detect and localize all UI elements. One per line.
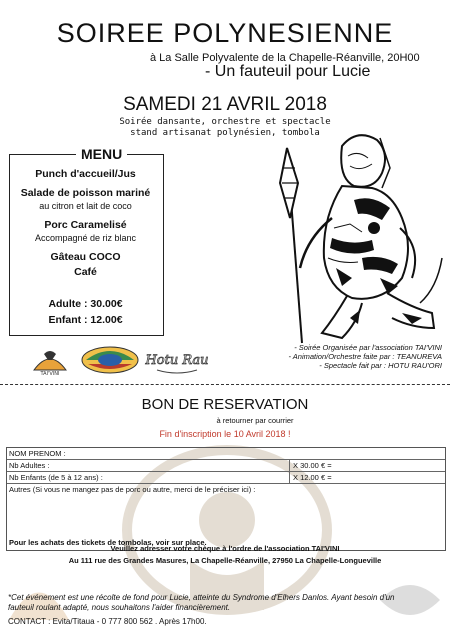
payment-instruction: Veuillez adresser votre chèque à l'ordre de l'association TAI'VINI [110, 544, 340, 553]
form-calc-children: X 12.00 € = [289, 472, 332, 483]
menu-item: Porc Caramelisé [44, 219, 127, 231]
credits [250, 343, 442, 370]
event-date: SAMEDI 21 AVRIL 2018 [123, 94, 327, 115]
form-row-adults[interactable] [7, 460, 445, 472]
price-adult: Adulte : 30.00€ [48, 298, 123, 310]
tagline-extras: stand artisanat polynésien, tombola [130, 128, 320, 138]
menu-title: MENU [76, 146, 127, 162]
taivini-logo-text: TAI'VINI [40, 371, 60, 377]
form-row-name[interactable] [7, 448, 445, 460]
form-label-children: Nb Enfants (de 5 à 12 ans) : [9, 473, 103, 482]
price-list [9, 296, 162, 328]
price-child: Enfant : 12.00€ [48, 314, 123, 326]
event-subtitle: - Un fauteuil pour Lucie [205, 63, 371, 80]
form-row-children[interactable] [7, 472, 445, 484]
form-label-adults: Nb Adultes : [9, 461, 50, 470]
menu-list [9, 168, 162, 279]
menu-item-note: Accompagné de riz blanc [34, 233, 137, 243]
hotu-rau-logo [145, 344, 209, 376]
credit-line: - Animation/Orchestre faite par : TEANUREVA [288, 352, 442, 361]
venue-line: à La Salle Polyvalente de la Chapelle-Réanville, 20H00 [150, 52, 420, 64]
tagline-program: Soirée dansante, orchestre et spectacle [119, 117, 331, 127]
menu-item-note: au citron et lait de coco [39, 201, 132, 211]
form-label-name: NOM PRENOM : [9, 449, 66, 458]
reservation-deadline: Fin d'inscription le 10 Avril 2018 ! [159, 429, 291, 439]
tombola-note: Pour les achats des tickets de tombolas, voir sur place. [9, 538, 207, 547]
mailing-address: Au 111 rue des Grandes Masures, La Chapelle-Réanville, 27950 La Chapelle-Longueville [68, 556, 382, 565]
hotu-rau-logo-text: Hotu Rau [145, 353, 209, 368]
credit-line: - Soirée Organisée par l'association TAI'VINI [294, 343, 442, 352]
credit-line: - Spectacle fait par : HOTU RAU'ORI [319, 361, 442, 370]
teanureva-logo [80, 344, 140, 376]
fundraising-note: *Cet événement est une récolte de fond pour Lucie, atteinte du Syndrome d'Elhers Danlos. Ayant besoin d'un fauteuil roulant adapté, nous souhaitons l'aider financièrement. [8, 593, 395, 612]
cut-line [0, 384, 450, 385]
form-label-other: Autres (Si vous ne mangez pas de porc ou autre, merci de le préciser ici) : [9, 485, 256, 494]
reservation-title: BON DE RESERVATION [141, 396, 309, 413]
menu-item: Gâteau COCO [50, 251, 121, 263]
contact-line: CONTACT : Evita/Titaua - 0 777 800 562 . Après 17h00. [8, 617, 207, 626]
sponsor-logos [30, 344, 209, 376]
polynesian-warrior-illustration [262, 128, 447, 346]
menu-item: Salade de poisson mariné [20, 187, 151, 199]
taivini-logo [30, 344, 70, 376]
reservation-subtitle: à retourner par courrier [216, 416, 294, 425]
reservation-form [6, 447, 446, 551]
menu-item: Punch d'accueil/Jus [35, 168, 136, 180]
event-title: SOIREE POLYNESIENNE [56, 18, 394, 48]
form-row-other[interactable] [7, 484, 445, 550]
form-calc-adults: X 30.00 € = [289, 460, 332, 471]
menu-item: Café [74, 266, 97, 278]
